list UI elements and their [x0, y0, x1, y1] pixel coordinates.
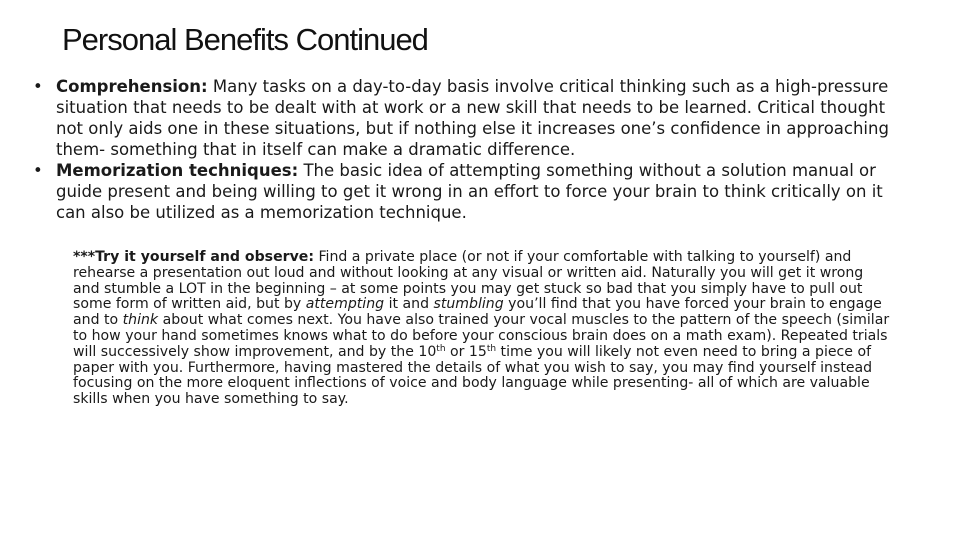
note-text: you’ll find that you have forced your brain to engage and to: [73, 296, 882, 329]
note-superscript: th: [436, 343, 446, 354]
bullet-term: Memorization techniques:: [56, 161, 299, 180]
note-text: about what comes next. You have also trained your vocal muscles to the pattern of the speech (similar to how your hand sometimes knows what to do before your conscious brain does on a math exam). Repeated trials will successively show improvement, and by the 10: [73, 312, 890, 360]
bullet-comprehension: [33, 76, 913, 160]
note-text: it and: [384, 296, 434, 313]
note-superscript: th: [486, 343, 497, 354]
bullet-term: Comprehension:: [56, 77, 208, 96]
note-text: time you will likely not even need to bring a piece of paper with you. Furthermore, having mastered the details of what you wish to say, you may find yourself instead focusing on the more eloquent inflections of voice and body language while presenting- all of which are valuable skills when you have something to say.: [73, 343, 873, 408]
note-lead: ***Try it yourself and observe:: [73, 249, 314, 265]
note-emphasis: stumbling: [433, 296, 504, 313]
note-emphasis: attempting: [305, 296, 385, 313]
bullet-memorization: [33, 160, 913, 223]
bullet-list: [33, 76, 913, 223]
bullet-text: The basic idea of attempting something without a solution manual or guide present and being willing to get it wrong in an effort to force your brain to think critically on it can also be utilized as a memorization technique.: [56, 161, 883, 222]
note-emphasis: think: [122, 312, 159, 329]
slide-title: Personal Benefits Continued: [62, 22, 428, 57]
bullet-text: Many tasks on a day-to-day basis involve critical thinking such as a high-pressure situation that needs to be dealt with at work or a new skill that needs to be learned. Critical thought not only aids one in these situations, but if nothing else it increases one’s confidence in approaching them- something that in itself can make a dramatic difference.: [56, 77, 889, 159]
try-it-yourself-note: [73, 250, 893, 408]
note-text: Find a private place (or not if your comfortable with talking to yourself) and rehearse a presentation out loud and without looking at any visual or written aid. Naturally you will get it wrong and stumble a LOT in the beginning – at some points you may get stuck so bad that you simply have to pull out some form of written aid, but by: [73, 249, 864, 313]
note-text: or 15: [445, 343, 487, 360]
